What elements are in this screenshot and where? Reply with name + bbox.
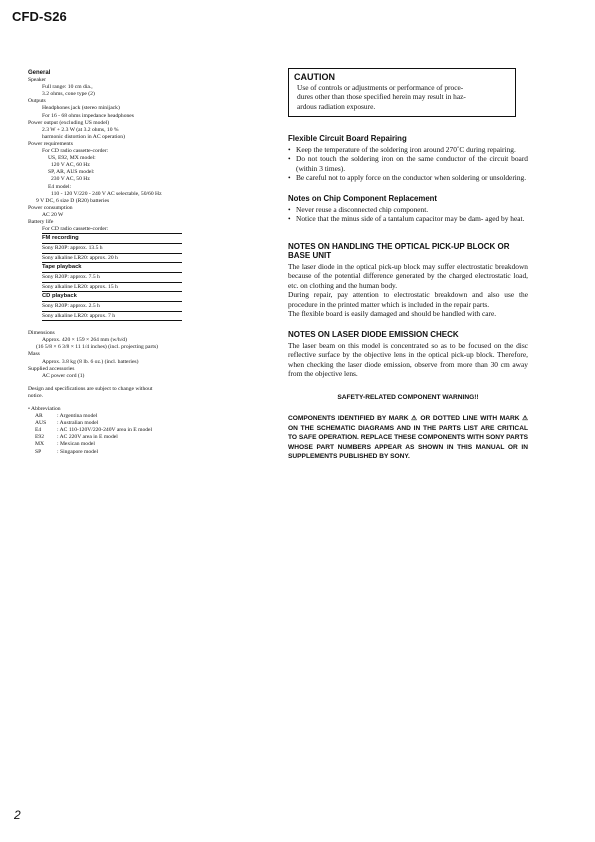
optical-pickup-title: NOTES ON HANDLING THE OPTICAL PICK-UP BLOCK OR BASE UNIT [288,241,510,261]
laser-check-title: NOTES ON LASER DIODE EMISSION CHECK [288,330,459,340]
bullet-text: Do not touch the soldering iron on the same conductor of the circuit board (within 3 times). [296,154,528,173]
chip-notes-title: Notes on Chip Component Replacement [288,194,438,204]
list-item [28,449,188,456]
battery-life-label: Battery life [28,218,54,225]
power-requirements-dc: 9 V DC, 6 size D (R20) batteries [36,197,110,204]
table-row: Sony alkaline LR20: approx. 20 h [42,253,182,263]
speaker-line: 3.2 ohms, cone type (2) [42,91,95,98]
bullet-text: Keep the temperature of the soldering iron around 270˚C during repairing. [296,144,516,154]
power-output-line: harmonic distortion in AC operation) [42,133,125,140]
accessories-label: Supplied accessories [28,365,75,372]
abbreviation-code: MX [35,441,45,448]
table-row: Sony alkaline LR20: approx. 15 h [42,282,182,292]
service-notes-column [288,68,528,462]
list-item [28,420,188,427]
mass-label: Mass [28,351,40,358]
caution-line: ardous radiation exposure. [297,101,376,111]
optical-paragraph: The laser diode in the optical pick-up block may suffer electrostatic breakdown because of the potential difference generated by the charged electrostatic load, etc. on clothing and the human body. [288,262,528,290]
dimensions-label: Dimensions [28,330,55,337]
power-requirements-e4-value: 110 - 120 V/220 - 240 V AC selectable, 50/60 Hz [51,190,162,197]
bullet-icon: • [288,214,291,224]
abbreviation-desc: : AC 220V area in E model [57,434,118,441]
laser-paragraph: The laser beam on this model is concentrated so as to be focused on the disc reflective surface by the objective lens in the optical pick-up block. Therefore, when checking the laser diode emission, observe from more than 30 cm away from the objective lens. [288,341,528,379]
abbreviation-desc: : Mexican model [57,441,95,448]
dimensions-line: (16 5/8 × 6 3/8 × 11 1/4 inches) (incl. projecting parts) [36,344,158,351]
abbreviation-desc: : Singapore model [57,448,99,455]
safety-warning-title: SAFETY-RELATED COMPONENT WARNING!! [337,393,479,401]
disclaimer-line: Design and specifications are subject to change without [28,385,153,392]
battery-life-sub: For CD radio cassette-corder: [42,226,109,233]
outputs-line: For 16 - 68 ohms impedance headphones [42,112,134,119]
caution-line: dures other than those specified herein may result in haz- [297,92,466,102]
bullet-icon: • [288,154,291,164]
power-consumption-label: Power consumption [28,204,73,211]
power-requirements-sp-value: 230 V AC, 50 Hz [51,176,90,183]
dimensions-line: Approx. 420 × 159 × 264 mm (w/h/d) [42,337,127,344]
list-item [28,427,188,434]
page-number: 2 [14,808,21,822]
table-heading: FM recording [42,233,182,243]
power-output-label: Power output (excluding US model) [28,119,110,126]
outputs-line: Headphones jack (stereo minijack) [42,105,120,112]
disclaimer-line: notice. [28,392,44,399]
bullet-icon: • [288,173,291,183]
list-item [288,214,528,223]
abbreviation-desc: : Argentina model [57,413,98,420]
bullet-icon: • [288,205,291,215]
power-requirements-us-value: 120 V AC, 60 Hz [51,162,90,169]
abbreviation-code: AUS [35,420,47,427]
optical-paragraph: The flexible board is easily damaged and should be handled with care. [288,309,497,319]
abbreviation-code: E92 [35,434,45,441]
power-requirements-us: US, E92, MX model: [48,155,96,162]
power-requirements-label: Power requirements [28,140,73,147]
abbreviation-desc: : Australian model [57,420,99,427]
abbreviation-title: • Abbreviation [28,406,61,412]
power-requirements-e4: E4 model: [48,183,72,190]
accessories-value: AC power cord (1) [42,372,85,379]
bullet-icon: • [288,144,291,154]
flex-board-title: Flexible Circuit Board Repairing [288,134,407,144]
table-row: Sony R20P: approx. 7.5 h [42,272,182,282]
list-item [288,154,528,173]
specs-general-title: General [28,70,51,76]
list-item [28,441,188,448]
caution-line: Use of controls or adjustments or performance of proce- [297,83,464,92]
list-item [288,205,528,214]
power-requirements-sp: SP, AR, AUS model: [48,169,95,176]
mass-value: Approx. 3.8 kg (8 lb. 6 oz.) (incl. batteries) [42,358,139,365]
speaker-line: Full range: 10 cm dia., [42,84,93,91]
abbreviation-code: E4 [35,427,42,434]
page-header-model: CFD-S26 [12,9,67,24]
bullet-text: Never reuse a disconnected chip component. [296,205,429,215]
optical-paragraph: During repair, pay attention to electrostatic breakdown and also use the procedure in the printed matter which is included in the repair parts. [288,290,528,309]
table-heading: Tape playback [42,262,182,272]
list-item [288,173,528,182]
table-row: Sony R20P: approx. 13.5 h [42,243,182,253]
table-row: Sony R20P: approx. 2.5 h [42,301,182,311]
list-item [28,434,188,441]
speaker-label: Speaker [28,77,47,84]
specifications-column [28,70,188,456]
caution-body [294,83,509,111]
caution-box [288,68,516,117]
list-item [288,145,528,154]
power-consumption-value: AC 20 W [42,211,64,218]
table-heading: CD playback [42,291,182,301]
caution-title: CAUTION [294,72,335,82]
bullet-text: Notice that the minus side of a tantalum capacitor may be dam- aged by heat. [296,214,525,224]
bullet-text: Be careful not to apply force on the conductor when soldering or unsoldering. [296,173,527,183]
outputs-label: Outputs [28,98,46,105]
power-requirements-sub: For CD radio cassette-corder: [42,148,109,155]
power-output-line: 2.3 W + 2.3 W (at 3.2 ohms, 10 % [42,126,119,133]
list-item [28,413,188,420]
battery-life-table [42,233,182,321]
safety-warning-body: COMPONENTS IDENTIFIED BY MARK ⚠ OR DOTTED LINE WITH MARK ⚠ ON THE SCHEMATIC DIAGRAMS AND IN THE PARTS LIST ARE CRITICAL TO SAFE OPERATION. REPLACE THESE COMPONENTS WITH SONY PARTS WHOSE PART NUMBERS APPEAR AS SHOWN IN THIS MANUAL OR IN SUPPLEMENTS PUBLISHED BY SONY. [288,415,528,461]
table-row: Sony alkaline LR20: approx. 7 h [42,311,182,322]
abbreviation-desc: : AC 110-120V/220-240V area in E model [57,427,153,434]
abbreviation-code: AR [35,413,43,420]
abbreviation-code: SP [35,448,42,455]
